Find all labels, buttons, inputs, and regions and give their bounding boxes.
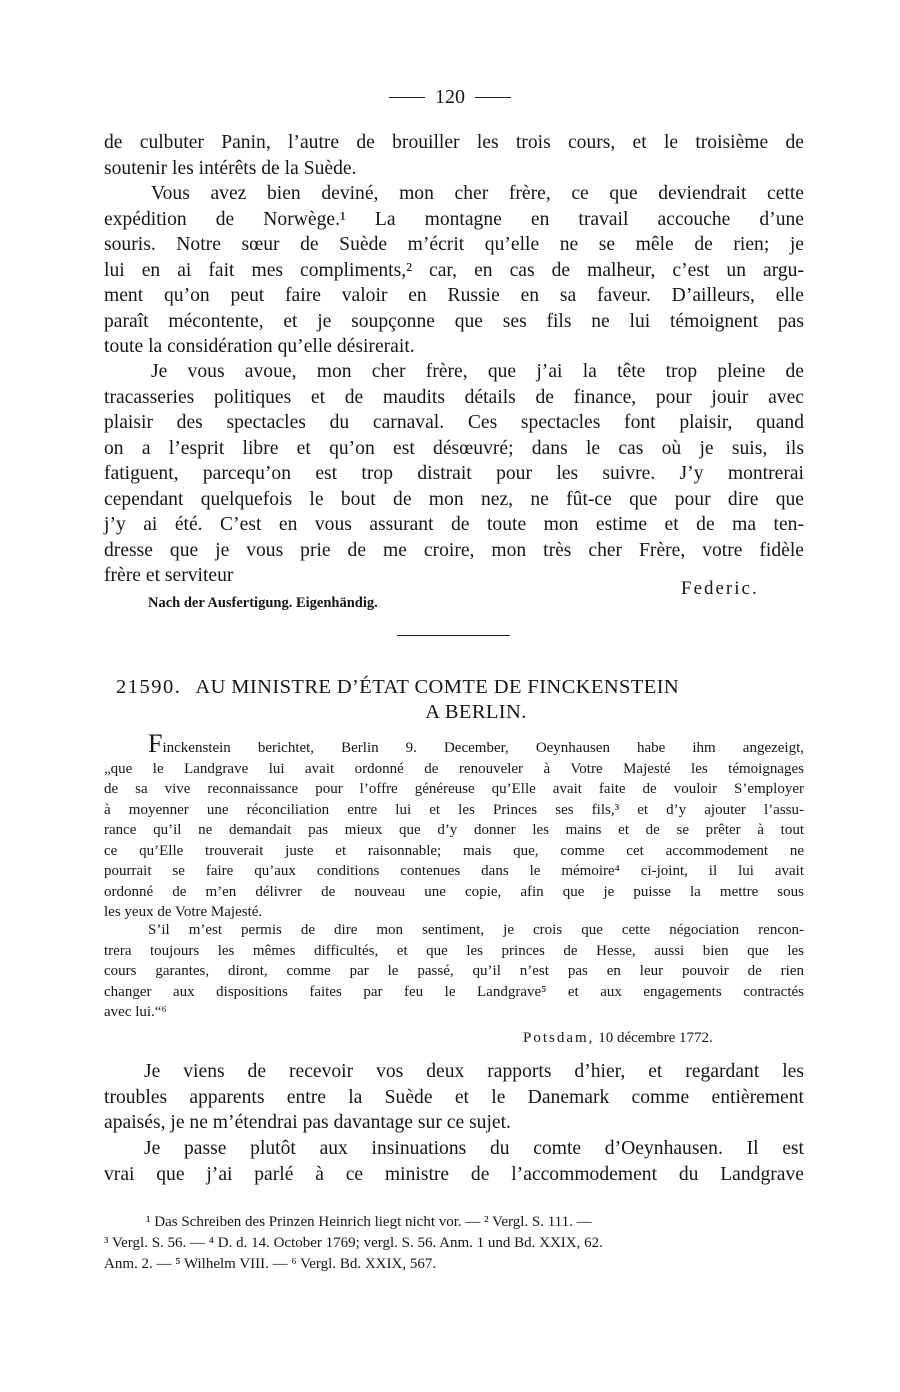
- footnote-line: ¹ Das Schreiben des Prinzen Heinrich liegt nicht vor. — ² Vergl. S. 111. —: [146, 1214, 592, 1230]
- text-line: Vous avez bien deviné, mon cher frère, ce que deviendrait cette: [151, 183, 804, 204]
- text-line: Je passe plutôt aux insinuations du comte d’Oeynhausen. Il est: [144, 1138, 804, 1159]
- text-line: vrai que j’ai parlé à ce ministre de l’accommodement du Landgrave: [104, 1163, 804, 1185]
- footnotes: [86, 1212, 806, 1275]
- heading-line-1: AU MINISTRE D’ÉTAT COMTE DE FINCKENSTEIN: [195, 676, 680, 698]
- drop-cap: F: [148, 729, 163, 758]
- heading-line-2: A BERLIN.: [425, 701, 527, 723]
- footnote-line: Anm. 2. — ⁵ Wilhelm VIII. — ⁶ Vergl. Bd. XXIX, 567.: [104, 1256, 437, 1272]
- entry-heading: [116, 675, 796, 725]
- text-line: souris. Notre sœur de Suède m’écrit qu’elle ne se mêle de rien; je: [104, 234, 804, 255]
- text-line: Je vous avoue, mon cher frère, que j’ai la tête trop pleine de: [151, 361, 804, 382]
- text-line: toute la considération qu’elle désirerait.: [104, 336, 415, 357]
- text-line: on a l’esprit libre et qu’on est désœuvré; dans le cas où je suis, ils: [104, 437, 804, 459]
- entry-number: 21590.: [116, 676, 182, 698]
- text-line: lui en ai fait mes compliments,² car, en cas de malheur, c’est un argu-: [104, 259, 804, 281]
- signature: Federic.: [681, 578, 759, 599]
- text-line: frère et serviteur: [104, 565, 234, 586]
- footnote-line: ³ Vergl. S. 56. — ⁴ D. d. 14. October 1769; vergl. S. 56. Anm. 1 und Bd. XXIX, 62.: [104, 1235, 603, 1251]
- text-line: j’y ai été. C’est en vous assurant de toute mon estime et de ma ten-: [104, 514, 804, 535]
- dateline-place: Potsdam,: [523, 1030, 595, 1046]
- text-line: ce qu’Elle trouverait juste et raisonnable; mais que, comme cet accommodement ne: [104, 842, 804, 859]
- summary-paragraph-1: [104, 729, 804, 923]
- text-line: ordonné de m’en délivrer de nouveau une copie, afin que je puisse la mettre sous: [104, 883, 804, 900]
- text-line: trera toujours les mêmes difficultés, et que les princes de Hesse, aussi bien que les: [104, 942, 804, 959]
- source-note: Nach der Ausfertigung. Eigenhändig.: [148, 595, 378, 611]
- text-line: cours garantes, diront, comme par le passé, qu’il n’est pas en leur pouvoir de rien: [104, 963, 804, 979]
- text-line: de culbuter Panin, l’autre de brouiller les trois cours, et le troisième de: [104, 132, 804, 153]
- section-separator: [397, 635, 510, 636]
- summary-paragraph-2: [104, 920, 804, 1023]
- letter-paragraph-2: [104, 181, 804, 360]
- text-line: avec lui.“⁶: [104, 1004, 167, 1020]
- text-line: paraît mécontente, et je soupçonne que ses fils ne lui témoignent pas: [104, 310, 804, 332]
- dateline-date: 10 décembre 1772.: [598, 1030, 713, 1046]
- text-line: apaisés, je ne m’étendrai pas davantage sur ce sujet.: [104, 1112, 511, 1133]
- text-line: changer aux dispositions faites par feu le Landgrave⁵ et aux engagements contractés: [104, 983, 804, 1000]
- text-line: pourrait se faire qu’aux conditions contenues dans le mémoire⁴ ci-joint, il lui avait: [104, 863, 804, 879]
- text-line: dresse que je vous prie de me croire, mon très cher Frère, votre fidèle: [104, 539, 804, 561]
- page-number: 120: [435, 86, 465, 108]
- letter-paragraph-3: [104, 359, 804, 589]
- dateline: [523, 1030, 713, 1047]
- letter-paragraph-1: [104, 130, 804, 181]
- text-line: cependant quelquefois le bout de mon nez, ne fût-ce que pour dire que: [104, 488, 804, 510]
- text-line: expédition de Norwège.¹ La montagne en travail accouche d’une: [104, 208, 804, 230]
- text-line: ment qu’on peut faire valoir en Russie en sa faveur. D’ailleurs, elle: [104, 285, 804, 306]
- page-number-dash-left: [389, 97, 425, 98]
- text-line: fatiguent, parcequ’on est trop distrait pour les suivre. J’y montrerai: [104, 463, 804, 484]
- text-line: à moyenner une réconciliation entre lui et les Princes ses fils,³ et d’y ajouter l’assu-: [104, 801, 804, 818]
- text-line: S’il m’est permis de dire mon sentiment, je crois que cette négociation rencon-: [148, 922, 804, 938]
- page-header: [0, 86, 900, 109]
- summary-first-line: inckenstein berichtet, Berlin 9. December, Oeynhausen habe ihm angezeigt,: [162, 740, 804, 756]
- text-line: soutenir les intérêts de la Suède.: [104, 157, 357, 179]
- page-number-dash-right: [475, 97, 511, 98]
- text-line: troubles apparents entre la Suède et le Danemark comme entièrement: [104, 1086, 804, 1108]
- text-line: les yeux de Votre Majesté.: [104, 904, 263, 920]
- text-line: „que le Landgrave lui avait ordonné de renouveler à Votre Majesté les témoignages: [104, 760, 804, 777]
- reply-paragraph-2: [104, 1136, 804, 1187]
- text-line: plaisir des spectacles du carnaval. Ces spectacles font plaisir, quand: [104, 412, 804, 433]
- text-line: rance qu’il ne demandait pas mieux que d’y donner les mains et de se prêter à tout: [104, 822, 804, 838]
- text-line: tracasseries politiques et de maudits détails de finance, pour jouir avec: [104, 386, 804, 408]
- text-line: [104, 729, 804, 759]
- text-line: Je viens de recevoir vos deux rapports d’hier, et regardant les: [144, 1061, 804, 1082]
- reply-paragraph-1: [104, 1059, 804, 1136]
- text-line: de sa vive reconnaissance pour l’offre généreuse qu’Elle avait faite de vouloir S’employer: [104, 781, 804, 797]
